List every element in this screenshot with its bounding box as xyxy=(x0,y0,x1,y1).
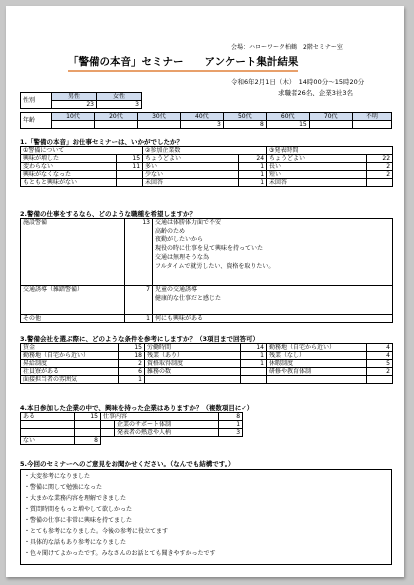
q4-title: 4.本日参加した企業の中で、興味を持った企業はありますか？（複数項目に✓） xyxy=(20,404,254,412)
q3-condition: 残業（あり） xyxy=(145,352,241,360)
q3-count: 6 xyxy=(119,368,145,376)
q4-reason: 発表者の熱意や人柄 xyxy=(115,429,219,437)
age-value xyxy=(52,121,95,129)
q1-col1-header: ①警備について xyxy=(21,147,143,155)
q3-count: 1 xyxy=(241,360,267,368)
q1-col3-header: ③発表時間 xyxy=(267,147,393,155)
q2-comment: フルタイムで就労したい、資格を取りたい。 xyxy=(155,262,275,270)
q3-count: 14 xyxy=(241,344,267,352)
q4-answer: ない xyxy=(21,437,75,445)
respondent-count: 求職者26名、企業3社3名 xyxy=(278,89,354,97)
q4-count: 15 xyxy=(75,413,101,421)
age-value: 8 xyxy=(223,121,266,129)
q1-option: 未回答 xyxy=(267,179,367,187)
age-value: 3 xyxy=(180,121,223,129)
q2-table xyxy=(20,218,393,323)
q1-title: 1.「警備の本音」お仕事セミナーは、いかがでしたか？ xyxy=(20,138,183,146)
age-header: 60代 xyxy=(266,113,309,121)
age-header: 40代 xyxy=(180,113,223,121)
q5-comment: ・大まかな業務内容を理解できました xyxy=(24,495,127,502)
q4-answer xyxy=(21,429,75,437)
q1-count: 15 xyxy=(117,155,143,163)
q5-comment: ・大変参考になりました xyxy=(24,473,91,480)
q3-condition: 残業（なし） xyxy=(267,352,367,360)
q3-condition: 資格取得制度 xyxy=(145,360,241,368)
q2-count: 13 xyxy=(125,219,153,286)
q5-comment-box xyxy=(20,469,392,565)
age-header: 50代 xyxy=(223,113,266,121)
male-header: 男性 xyxy=(52,93,97,101)
male-count: 23 xyxy=(52,101,97,109)
age-value xyxy=(137,121,180,129)
q1-count: 1 xyxy=(239,171,267,179)
q1-count xyxy=(367,179,393,187)
q3-count: 2 xyxy=(367,368,393,376)
q4-reason: 仕事内容 xyxy=(101,413,219,421)
q3-table xyxy=(20,343,393,384)
q1-option: 変わらない xyxy=(21,163,117,171)
age-value xyxy=(352,121,391,129)
q5-title: 5.今回のセミナーへのご意見をお聞かせください。（なんでも結構です。） xyxy=(20,460,235,468)
gender-table xyxy=(20,92,142,109)
q1-count: 1 xyxy=(239,163,267,171)
q1-table xyxy=(20,146,393,187)
q1-count xyxy=(117,179,143,187)
q3-condition: 社員寮がある xyxy=(21,368,119,376)
q5-comment: ・警備の仕事に非常に興味を持てました xyxy=(24,517,133,524)
q2-comment: 健康的な仕事だと感じた xyxy=(155,294,222,302)
q1-option: ちょうどよい xyxy=(143,155,239,163)
q1-count xyxy=(117,171,143,179)
q3-condition: 面接担当者の雰囲気 xyxy=(21,376,119,384)
q1-option: 短い xyxy=(267,171,367,179)
gender-label: 性別 xyxy=(21,93,52,109)
q2-count: 7 xyxy=(125,286,153,315)
q4-indent xyxy=(101,421,115,429)
q1-option: 興味が増した xyxy=(21,155,117,163)
q2-comments xyxy=(153,219,393,286)
q1-option: 長い xyxy=(267,163,367,171)
venue-text: 会場：ハローワーク柏鶴 2階セミナー室 xyxy=(231,44,343,51)
q2-comment: 高齢のため xyxy=(155,227,186,235)
q3-condition: 休暇制度 xyxy=(267,360,367,368)
q3-count: 5 xyxy=(367,360,393,368)
q2-job-type: その他 xyxy=(21,315,125,323)
q2-comment: 何にも興味がある xyxy=(153,315,393,323)
q3-count: 2 xyxy=(119,360,145,368)
q3-title: 3.警備会社を選ぶ際に、どのような条件を参考にしますか？（3項目まで回答可） xyxy=(20,335,260,343)
q3-condition: 昇給制度 xyxy=(21,360,119,368)
q4-answer xyxy=(21,421,75,429)
q1-option: 興味がなくなった xyxy=(21,171,117,179)
q3-count xyxy=(241,368,267,376)
q5-comment: ・色々聞けてよかったです。みなさんのお話とても聞きやすかったです xyxy=(24,550,216,557)
q5-comment: ・とても参考になりました。今後の参考に役立てます xyxy=(24,528,169,535)
q3-count: 1 xyxy=(241,352,267,360)
q3-condition: 勤務地（自宅から近い） xyxy=(267,344,367,352)
female-count: 3 xyxy=(97,101,142,109)
q3-count: 4 xyxy=(367,344,393,352)
q5-comment: ・警備に関して勉強になった xyxy=(24,484,103,491)
survey-page xyxy=(6,6,404,577)
q4-table xyxy=(20,412,243,445)
q2-title: 2.警備の仕事をするなら、どのような職種を希望しますか？ xyxy=(20,210,196,218)
age-table xyxy=(20,112,392,129)
q1-option: ちょうどよい xyxy=(267,155,367,163)
page-title: 「警備の本音」セミナー アンケート集計結果 xyxy=(68,54,298,72)
q1-count: 24 xyxy=(239,155,267,163)
q3-count: 18 xyxy=(119,352,145,360)
q2-comments xyxy=(153,286,393,315)
q3-condition xyxy=(145,376,241,384)
q4-blank xyxy=(101,437,243,445)
age-header: 20代 xyxy=(94,113,137,121)
age-header: 10代 xyxy=(52,113,95,121)
event-date: 令和6年2月1日（木） 14時00分～15時20分 xyxy=(231,78,365,86)
q2-comment: 現役の時に仕事を見て興味を持っていた xyxy=(155,245,264,253)
q3-count: 4 xyxy=(367,352,393,360)
q2-job-type: 交通誘導（雑踏警備） xyxy=(21,286,125,315)
age-header: 不明 xyxy=(352,113,391,121)
age-label: 年齢 xyxy=(21,113,52,129)
q4-reason: 企業のサポート体制 xyxy=(115,421,219,429)
q1-count: 1 xyxy=(239,179,267,187)
q4-count xyxy=(75,429,101,437)
q3-condition: 研修や教育体制 xyxy=(267,368,367,376)
age-value xyxy=(309,121,352,129)
q3-condition xyxy=(267,376,367,384)
female-header: 女性 xyxy=(97,93,142,101)
q1-count: 11 xyxy=(117,163,143,171)
q3-count xyxy=(367,376,393,384)
q4-reason-count: 8 xyxy=(219,413,243,421)
q4-reason-count: 3 xyxy=(219,429,243,437)
q4-count: 8 xyxy=(75,437,101,445)
q1-col2-header: ②参加企業数 xyxy=(143,147,267,155)
q1-count: 2 xyxy=(367,163,393,171)
q2-count: 1 xyxy=(125,315,153,323)
q1-option: 少ない xyxy=(143,171,239,179)
age-header: 30代 xyxy=(137,113,180,121)
age-header: 70代 xyxy=(309,113,352,121)
q3-condition: 雑務の数 xyxy=(145,368,241,376)
q3-condition: 労働時間 xyxy=(145,344,241,352)
q1-count: 22 xyxy=(367,155,393,163)
q4-reason-count: 1 xyxy=(219,421,243,429)
q1-count: 2 xyxy=(367,171,393,179)
q2-comment: 交通は体勝体力面で不安 xyxy=(155,219,222,226)
q3-count: 15 xyxy=(119,344,145,352)
q4-answer: ある xyxy=(21,413,75,421)
q2-job-type: 施設警備 xyxy=(21,219,125,286)
q1-option: 未回答 xyxy=(143,179,239,187)
q2-comment: 児童の交通誘導 xyxy=(155,286,198,293)
q3-count: 1 xyxy=(119,376,145,384)
q4-count xyxy=(75,421,101,429)
age-value xyxy=(94,121,137,129)
q3-count xyxy=(241,376,267,384)
q1-option: もともと興味がない xyxy=(21,179,117,187)
q2-comment: 夜勤がしたいから xyxy=(155,236,204,244)
q5-comment: ・質問時間をもっと増やして欲しかった xyxy=(24,506,133,513)
q4-indent xyxy=(101,429,115,437)
q2-comment: 交通は無理そうな為 xyxy=(155,253,210,261)
age-value: 15 xyxy=(266,121,309,129)
q3-condition: 賃金 xyxy=(21,344,119,352)
q5-comment: ・具体的な話もあり参考になりました xyxy=(24,539,127,546)
q3-condition: 勤務地（自宅から近い） xyxy=(21,352,119,360)
q1-option: 多い xyxy=(143,163,239,171)
